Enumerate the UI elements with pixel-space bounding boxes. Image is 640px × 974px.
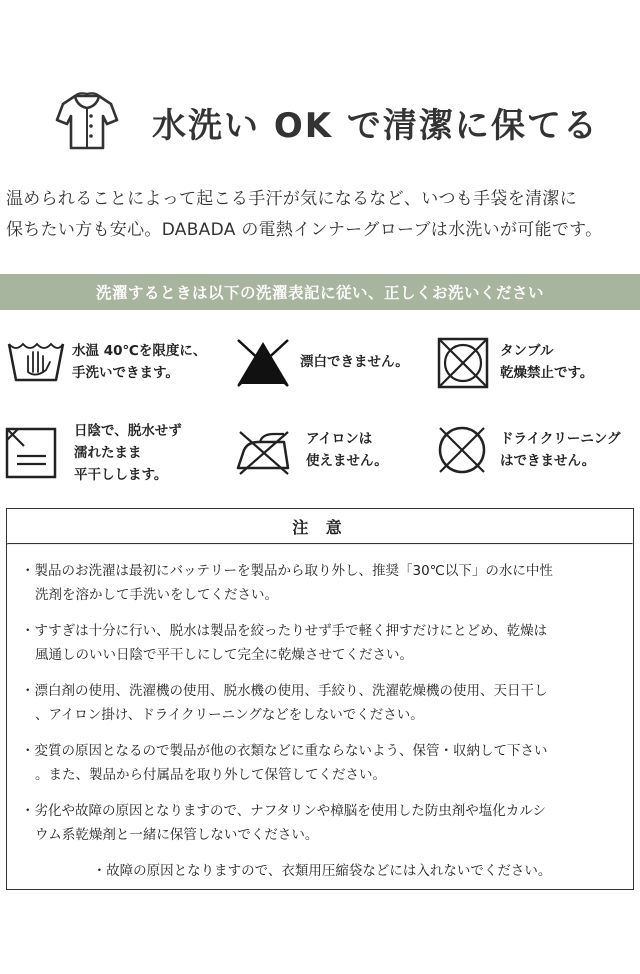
notice-item: ・漂白剤の使用、洗濯機の使用、脱水機の使用、手絞り、洗濯乾燥機の使用、天日干し 、アイロン掛け、ドライクリーニングなどをしないでください。 (21, 683, 548, 723)
care-label-no-bleach: 漂白できません。 (300, 354, 409, 370)
notice-item: ・劣化や故障の原因となりますので、ナフタリンや樟脳を使用した防虫剤や塩化カルシ ウム系乾燥剤と一緒に保管しないでください。 (21, 803, 546, 843)
care-label-shade-flat-dry: 日陰で、脱水せず 濡れたまま 平干しします。 (74, 423, 182, 483)
care-label-no-tumble-dry: タンブル 乾燥禁止です。 (500, 343, 594, 381)
intro-paragraph (6, 184, 638, 246)
notice-title: 注 意 (292, 517, 348, 537)
no-tumble-dry-icon (436, 336, 490, 390)
notice-item: ・故障の原因となりますので、衣類用圧縮袋などには入れないでください。 (92, 863, 552, 879)
care-instructions-banner: 洗濯するときは以下の洗濯表記に従い、正しくお洗いください (0, 274, 640, 310)
notice-item: ・すすぎは十分に行い、脱水は製品を絞ったりせず手で軽く押すだけにとどめ、乾燥は 風通しのいい日陰で平干しにして完全に乾燥させてください。 (21, 623, 548, 663)
care-label-no-dry-clean: ドライクリーニング はできません。 (500, 431, 621, 469)
notice-item: ・製品のお洗濯は最初にバッテリーを製品から取り外し、推奨「30℃以下」の水に中性 洗剤を溶かして手洗いをしてください。 (21, 563, 553, 603)
intro-line: 温められることによって起こる手汗が気になるなど、いつも手袋を清潔に (6, 189, 577, 209)
no-bleach-icon (234, 336, 292, 388)
title-row (0, 86, 640, 156)
shade-flat-dry-icon (4, 426, 58, 480)
notice-box (6, 508, 634, 890)
page-title: 水洗い OK で清潔に保てる (152, 106, 599, 146)
no-dry-clean-icon (434, 422, 490, 478)
intro-line: 保ちたい方も安心。DABADA の電熱インナーグローブは水洗いが可能です。 (6, 220, 603, 240)
no-iron-icon (232, 426, 294, 476)
notice-list (7, 545, 633, 883)
hand-wash-icon (6, 336, 66, 386)
care-label-hand-wash: 水温 40℃を限度に、 手洗いできます。 (72, 343, 207, 381)
shirt-icon (55, 90, 119, 152)
notice-item: ・変質の原因となるので製品が他の衣類などに重ならないよう、保管・収納して下さい 。また、製品から付属品を取り外して保管してください。 (21, 743, 548, 783)
care-label-no-iron: アイロンは 使えません。 (306, 431, 388, 469)
